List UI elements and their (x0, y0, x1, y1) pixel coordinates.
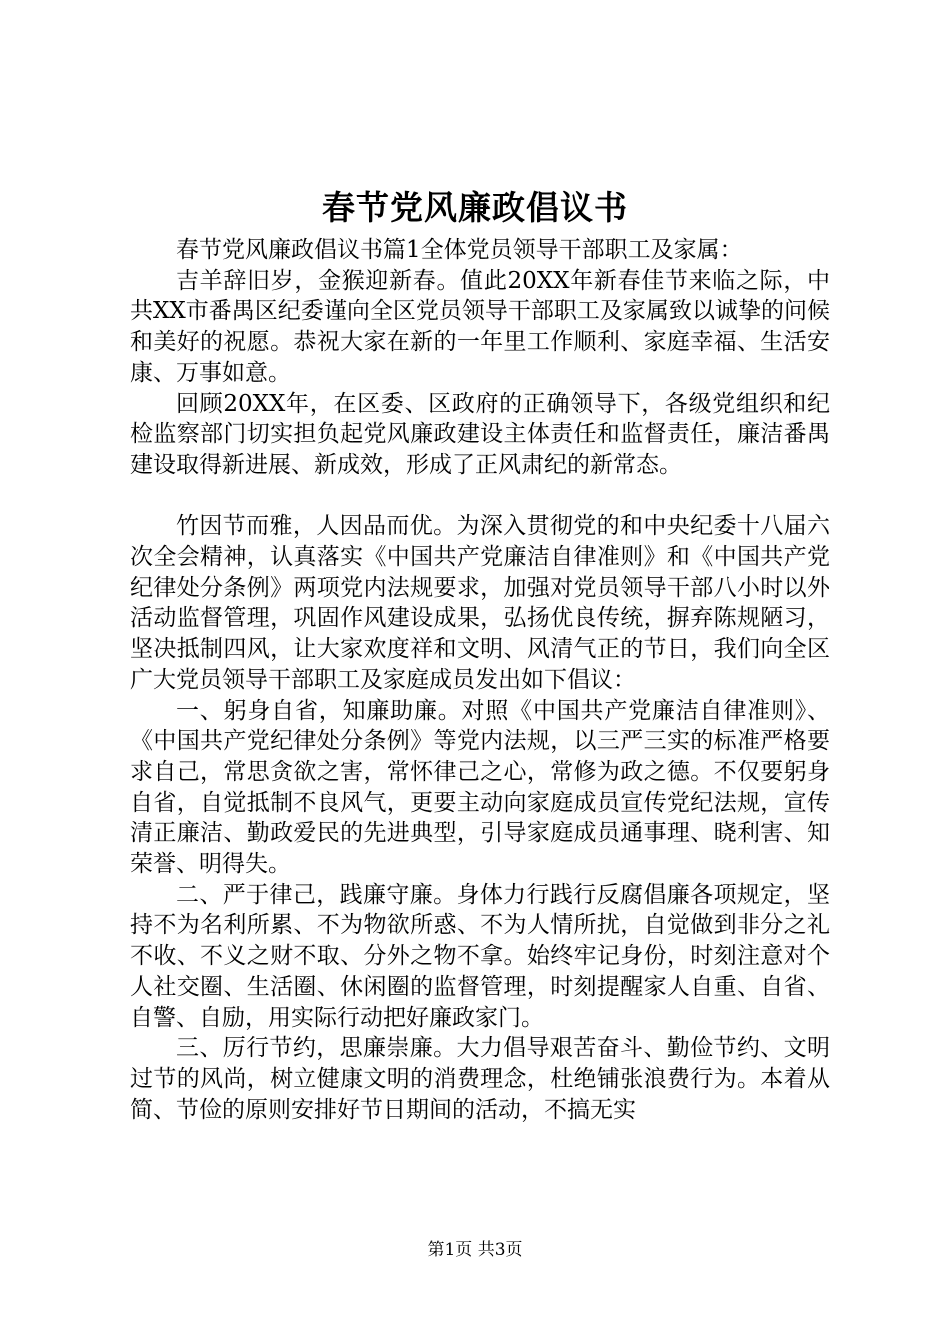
paragraph-intro: 竹因节而雅，人因品而优。为深入贯彻党的和中央纪委十八届六次全会精神，认真落实《中国共产党廉洁自律准则》和《中国共产党纪律处分条例》两项党内法规要求，加强对党员领导干部八小时以外活动监督管理，巩固作风建设成果，弘扬优良传统，摒弃陈规陋习，坚决抵制四风，让大家欢度祥和文明、风清气正的节日，我们向全区广大党员领导干部职工及家庭成员发出如下倡议： (130, 513, 830, 693)
paragraph-item-1: 一、躬身自省，知廉助廉。对照《中国共产党廉洁自律准则》、《中国共产党纪律处分条例》等党内法规，以三严三实的标准严格要求自己，常思贪欲之害，常怀律己之心，常修为政之德。不仅要躬身自省，自觉抵制不良风气，更要主动向家庭成员宣传党纪法规，宣传清正廉洁、勤政爱民的先进典型，引导家庭成员通事理、晓利害、知荣誉、明得失。 (130, 697, 830, 878)
document-body (130, 235, 830, 1125)
document-title: 春节党风廉政倡议书 (322, 188, 628, 227)
paragraph-review: 回顾20XX年，在区委、区政府的正确领导下，各级党组织和纪检监察部门切实担负起党风廉政建设主体责任和监督责任，廉洁番禺建设取得新进展、新成效，形成了正风肃纪的新常态。 (130, 390, 830, 478)
paragraph-item-3: 三、厉行节约，思廉崇廉。大力倡导艰苦奋斗、勤俭节约、文明过节的风尚，树立健康文明的消费理念，杜绝铺张浪费行为。本着从简、节俭的原则安排好节日期间的活动，不搞无实 (130, 1035, 830, 1123)
paragraph-salutation: 春节党风廉政倡议书篇1全体党员领导干部职工及家属： (176, 237, 743, 263)
paragraph-greeting: 吉羊辞旧岁，金猴迎新春。值此20XX年新春佳节来临之际，中共XX市番禺区纪委谨向全区党员领导干部职工及家属致以诚挚的问候和美好的祝愿。恭祝大家在新的一年里工作顺利、家庭幸福、生活安康、万事如意。 (130, 267, 830, 386)
page-number-footer: 第1页 共3页 (427, 1240, 523, 1260)
paragraph-item-2: 二、严于律己，践廉守廉。身体力行践行反腐倡廉各项规定，坚持不为名利所累、不为物欲所惑、不为人情所扰，自觉做到非分之礼不收、不义之财不取、分外之物不拿。始终牢记身份，时刻注意对个人社交圈、生活圈、休闲圈的监督管理，时刻提醒家人自重、自省、自警、自励，用实际行动把好廉政家门。 (130, 881, 830, 1031)
